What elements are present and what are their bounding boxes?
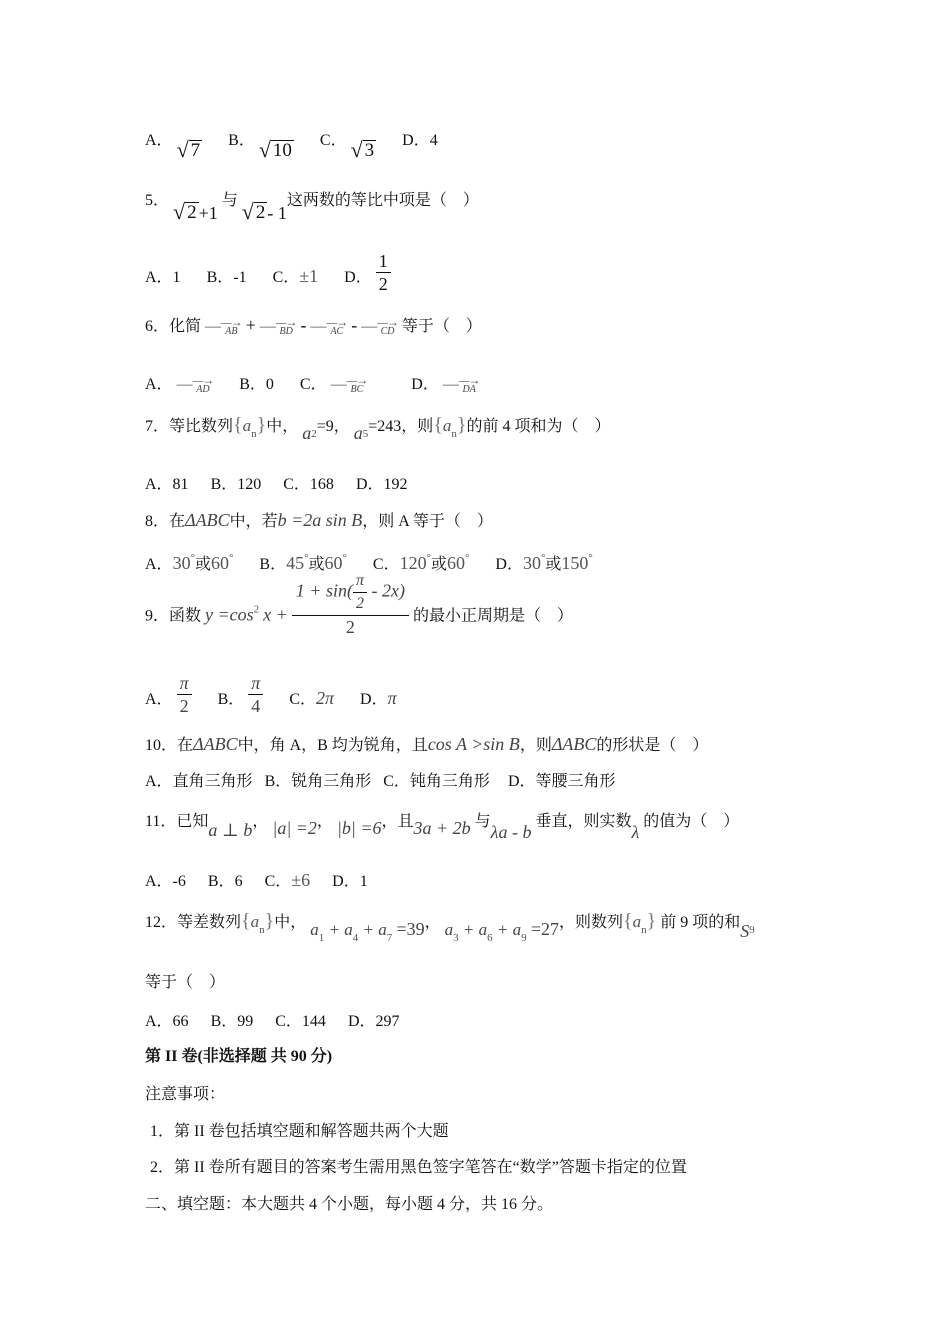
question-number: 11．已知 <box>145 813 209 830</box>
question-5 <box>145 190 479 224</box>
vector: —→ AB <box>221 315 242 338</box>
sum-expr-2: $a_3 + a_6 + a_9 =27$ <box>444 919 560 944</box>
option-b: B．0 <box>239 376 274 393</box>
question-12 <box>145 910 755 949</box>
option-label: D． <box>360 691 388 709</box>
vector: —→ CD <box>377 315 398 338</box>
text: ，则数列 <box>559 914 624 931</box>
option-label: A． <box>145 556 173 573</box>
operator: - <box>300 315 307 335</box>
text: ，则 A 等于（ ） <box>362 513 493 530</box>
question-number: 10．在 <box>145 737 194 754</box>
option-b: B．锐角三角形 <box>264 773 372 790</box>
sqrt-expr: √ 7 <box>176 137 201 162</box>
text: =243，则 <box>368 418 434 435</box>
question-8 <box>145 509 493 533</box>
text: 的形状是（ ） <box>596 737 709 754</box>
text: 中， <box>266 418 299 435</box>
q4-options <box>145 130 438 161</box>
option-c: C．144 <box>275 1013 326 1030</box>
text: 等于（ ） <box>401 318 482 335</box>
equation: b =2a sin B <box>277 510 363 530</box>
text: 中， <box>274 914 307 931</box>
question-10 <box>145 733 708 757</box>
question-number: 6．化简 <box>145 318 202 335</box>
sqrt-expr: √ 2 <box>241 199 266 224</box>
text: ， <box>424 914 441 931</box>
option-label: A． <box>145 691 173 709</box>
text: 的最小正周期是（ ） <box>412 607 573 625</box>
option-value: π <box>387 688 397 709</box>
option-a: A．直角三角形 <box>145 773 253 790</box>
sequence: $\{a_n\}$ <box>241 910 275 936</box>
option-a: A．81 <box>145 476 189 493</box>
math-var: a <box>353 423 363 443</box>
notice-item-1: 1．第 II 卷包括填空题和解答题共两个大题 <box>150 1123 449 1140</box>
vector: —→ BC <box>346 373 368 396</box>
vector: —→ DA <box>458 373 480 396</box>
question-7 <box>145 414 611 445</box>
option-label: D． <box>402 132 430 149</box>
subscript: 2 <box>311 428 317 440</box>
sqrt-expr: √ 2 <box>173 199 197 224</box>
option-label: C． <box>372 556 400 573</box>
option-label: C． <box>319 132 347 149</box>
option-d: D．1 <box>332 873 368 890</box>
q7-options <box>145 474 408 496</box>
option-b: B．120 <box>210 476 262 493</box>
math-var: a <box>302 423 312 443</box>
math-text: λa - b <box>490 822 532 842</box>
notice-item-2: 2．第 II 卷所有题目的答案考生需用黑色签字笔答在“数学”答题卡指定的位置 <box>150 1159 687 1176</box>
sequence: $\{a_n\}$ <box>233 414 267 440</box>
operator: - <box>351 315 358 335</box>
subscript: 9 <box>749 924 755 936</box>
math-var: S <box>740 921 750 941</box>
text: 中，角 A，B 均为锐角，且 <box>237 737 428 754</box>
option-a: A．-6 <box>145 873 186 890</box>
option-label: C． <box>272 269 300 287</box>
q5-options <box>145 251 391 295</box>
vector: —→ BD <box>275 315 297 338</box>
question-number: 12．等差数列 <box>145 914 242 931</box>
text: ， <box>252 813 269 830</box>
text: ， <box>316 813 333 830</box>
text: ，则 <box>519 737 552 754</box>
question-11 <box>145 811 739 843</box>
text: 这两数的等比中项是（ ） <box>286 192 479 209</box>
math-text: |b| =6 <box>336 818 382 838</box>
condition: cos A >sin B <box>427 734 520 754</box>
fraction: $\frac{\pi}{4}$ <box>248 672 263 717</box>
sum-expr-1: $a_1 + a_4 + a_7 =39$ <box>310 919 425 944</box>
option-label: A． <box>145 376 173 393</box>
math-text: a ⊥ b <box>208 820 253 840</box>
fill-in-section-title: 二、填空题：本大题共 4 个小题，每小题 4 分，共 16 分。 <box>145 1196 554 1213</box>
vector: —→ AC <box>326 315 348 338</box>
option-a: A．66 <box>145 1013 189 1030</box>
text: 前 9 项的和 <box>660 914 741 931</box>
option-d: D．192 <box>355 476 408 493</box>
q10-options <box>145 771 616 793</box>
triangle-symbol: ΔABC <box>185 510 230 530</box>
option-b: B．99 <box>210 1013 254 1030</box>
option-value: 4 <box>429 132 438 149</box>
superscript: 2 <box>253 603 260 616</box>
text: 中，若 <box>229 513 278 530</box>
text: 垂直，则实数 <box>535 813 632 830</box>
triangle-symbol: ΔABC <box>551 734 597 754</box>
q6-options: A． — —→ AD B．0 C． — —→ BC D． — —→ DA <box>145 373 480 396</box>
option-c: C．168 <box>283 476 334 493</box>
question-number: 5． <box>145 192 170 209</box>
option-label: A． <box>145 132 173 149</box>
option-d: D．等腰三角形 <box>507 773 616 790</box>
question-12-line2: 等于（ ） <box>145 974 226 991</box>
vector: —→ AD <box>192 373 214 396</box>
option-label: C． <box>289 691 316 709</box>
option-label: D． <box>495 556 523 573</box>
q11-options <box>145 869 368 893</box>
question-number: 8．在 <box>145 513 186 530</box>
math-text: y =cos <box>205 604 254 625</box>
option-label: C． <box>299 376 327 393</box>
question-6: 6．化简 — —→ AB + — —→ BD - — —→ AC - — —→ CD 等于（ ） <box>145 315 482 338</box>
option-label: D． <box>344 269 372 287</box>
option-c: C．钝角三角形 <box>383 773 490 790</box>
text: 与 <box>474 813 491 830</box>
triangle-symbol: ΔABC <box>193 734 238 754</box>
q12-options <box>145 1011 400 1033</box>
math-text: - 1 <box>267 203 287 223</box>
sequence: $\{a_n\}$ <box>433 414 467 440</box>
text: ，且 <box>381 813 414 830</box>
section-heading: 第 II 卷(非选择题 共 90 分) <box>145 1048 333 1065</box>
notice-title: 注意事项： <box>145 1086 226 1103</box>
option-a: A．1 <box>145 269 181 287</box>
math-text: |a| =2 <box>272 818 317 838</box>
q9-options <box>145 673 397 717</box>
subscript: 5 <box>362 428 369 440</box>
option-label: D． <box>411 376 439 393</box>
option-d: D．297 <box>347 1013 400 1030</box>
math-text: x + <box>263 604 288 625</box>
option-b: B．-1 <box>206 269 247 287</box>
sqrt-expr: √ 10 <box>258 137 292 162</box>
q8-options: A．30°或60° B．45°或60° C．120°或60° D．30°或150° <box>145 552 593 573</box>
sequence: $\{a_n\}$ <box>623 910 657 936</box>
option-b: B．6 <box>207 873 243 890</box>
question-number: 9．函数 <box>145 607 202 625</box>
text: =9， <box>316 418 350 435</box>
math-text: 3a + 2b <box>413 818 471 838</box>
option-label: B． <box>217 691 245 709</box>
math-var: λ <box>631 822 640 842</box>
text: 与 <box>221 192 238 209</box>
fraction: $\frac{1}{2}$ <box>376 250 391 295</box>
text: 的值为（ ） <box>643 813 740 830</box>
sqrt-expr: √ 3 <box>350 137 375 162</box>
option-value: 2π <box>316 688 335 709</box>
math-text: +1 <box>198 203 218 223</box>
operator: + <box>245 315 256 335</box>
question-number: 7．等比数列 <box>145 418 234 435</box>
option-value: ±1 <box>299 266 319 287</box>
fraction: 1 + sin( $\frac{\pi}{2}$ - 2x) 2 <box>292 570 409 638</box>
option-label: C． <box>264 873 292 890</box>
option-label: B． <box>228 132 255 149</box>
question-9 <box>145 572 573 638</box>
option-value: ±6 <box>291 870 311 890</box>
fraction: $\frac{\pi}{2}$ <box>177 672 192 717</box>
text: 的前 4 项和为（ ） <box>466 418 611 435</box>
option-label: B． <box>259 556 287 573</box>
